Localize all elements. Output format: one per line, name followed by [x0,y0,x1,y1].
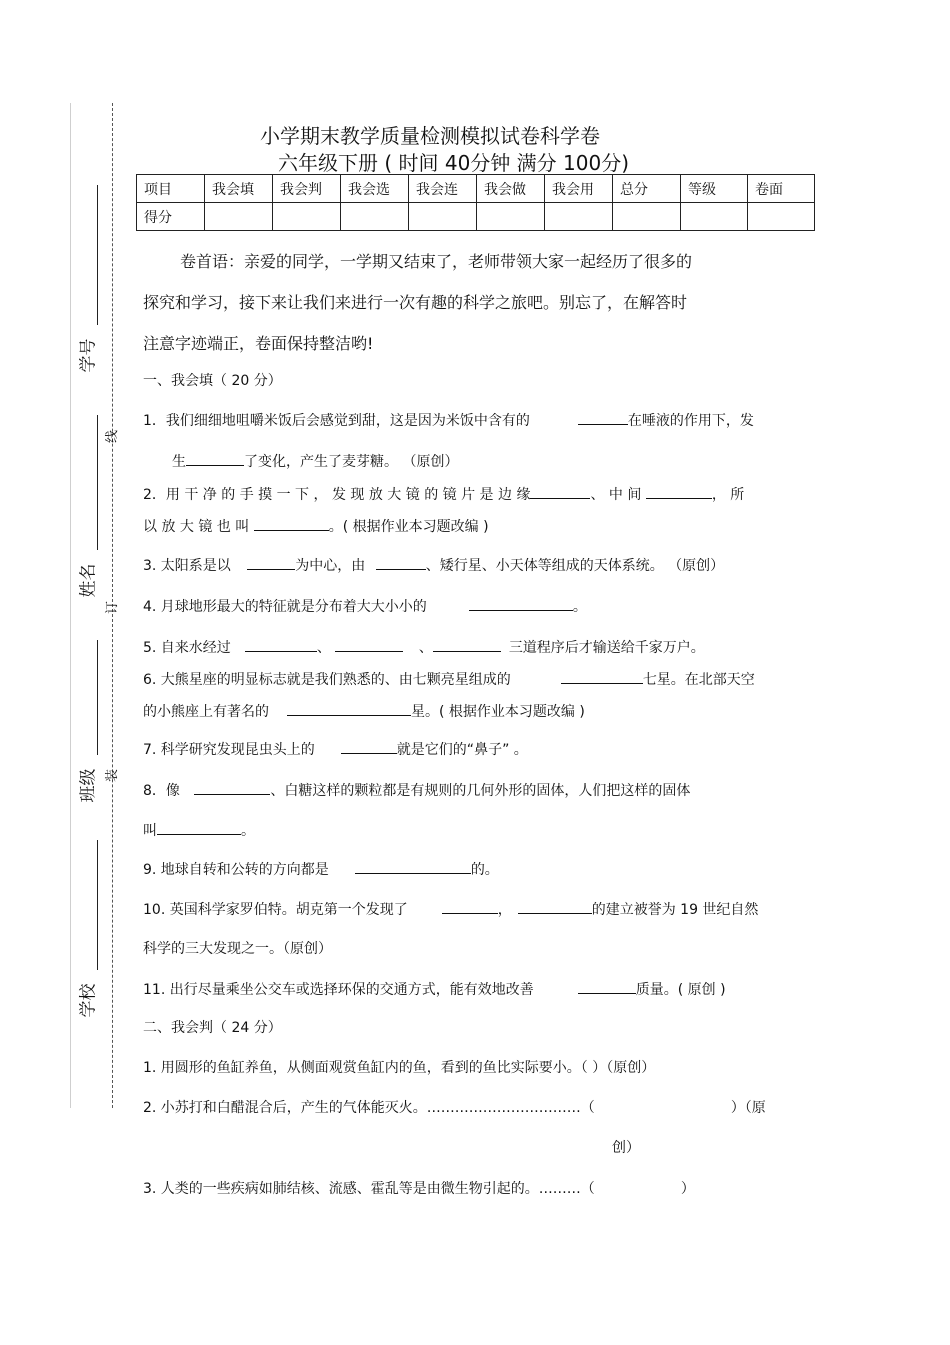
question-text: ， 所 [711,487,745,503]
score-cell[interactable] [613,203,681,231]
answer-blank[interactable] [254,516,329,531]
question-text: 在唾液的作用下，发 [627,413,754,429]
answer-blank[interactable] [194,780,270,795]
question-text: ， [497,902,512,918]
question-text: 3. 太阳系是以 [143,558,231,574]
answer-blank[interactable] [578,979,636,994]
question-text: 星。( 根据作业本习题改编 ) [411,704,585,720]
question-text: ）（原 [730,1100,766,1116]
question-text: 、 中 间 [590,487,642,503]
question-1-1-cont [172,451,458,471]
question-text: 的小熊座上有著名的 [143,704,269,720]
answer-blank[interactable] [247,555,295,570]
score-row-label: 得分 [137,203,205,231]
question-text: 9. 地球自转和公转的方向都是 [143,862,329,878]
question-text: 11. 出行尽量乘坐公交车或选择环保的交通方式，能有效地改善 [143,982,534,998]
question-2-1: 1. 用圆形的鱼缸养鱼，从侧面观赏鱼缸内的鱼，看到的鱼比实际要小。（ ）（原创） [143,1060,656,1076]
score-table-header-cell: 项目 [137,175,205,203]
answer-blank[interactable] [157,820,241,835]
class-blank [97,640,98,755]
question-text: 。 [572,599,587,615]
binding-mark-line: 线 [105,429,121,444]
question-1-10 [143,899,758,919]
school-label: 学校 [78,983,99,1018]
binding-field-class [68,640,104,810]
preface-line-1: 卷首语：亲爱的同学，一学期又结束了，老师带领大家一起经历了很多的 [180,252,693,271]
answer-blank[interactable] [376,555,426,570]
score-cell[interactable] [748,203,815,231]
question-1-4 [143,596,587,616]
score-table-header-cell: 总分 [613,175,681,203]
score-table-score-row [137,203,815,231]
question-text: 质量。( 原创 ) [635,982,726,998]
score-table-header-row [137,175,815,203]
question-2-2-cont: 创） [612,1140,640,1156]
question-text: 生 [172,454,186,470]
score-table-header-cell: 我会判 [273,175,341,203]
binding-field-student-id [68,185,104,385]
question-text: 8．像 [143,783,180,799]
question-text: 叫 [143,823,157,839]
preface-line-3: 注意字迹端正，卷面保持整洁哟! [143,334,374,353]
score-cell[interactable] [341,203,409,231]
question-1-2-cont [143,516,489,536]
question-text: 以 放 大 镜 也 叫 [143,519,250,535]
answer-blank[interactable] [442,899,498,914]
question-1-8 [143,780,690,800]
answer-blank[interactable] [341,739,397,754]
answer-blank[interactable] [561,669,643,684]
score-cell[interactable] [409,203,477,231]
score-cell[interactable] [205,203,273,231]
question-1-2 [143,484,744,504]
question-1-6 [143,669,755,689]
question-text: 4. 月球地形最大的特征就是分布着大大小小的 [143,599,427,615]
score-cell[interactable] [273,203,341,231]
binding-mark-staple: 订 [105,600,121,615]
answer-blank[interactable] [433,637,501,652]
question-text: 5. 自来水经过 [143,640,231,656]
score-table [136,174,815,231]
answer-blank[interactable] [469,596,573,611]
score-table-header-cell: 等级 [681,175,748,203]
question-text: 6. 大熊星座的明显标志就是我们熟悉的、由七颗亮星组成的 [143,672,511,688]
question-text: 。 [241,823,255,839]
question-1-11 [143,979,726,999]
score-cell[interactable] [681,203,748,231]
student-id-blank [97,185,98,325]
answer-blank[interactable] [186,451,244,466]
question-1-9 [143,859,499,879]
score-cell[interactable] [477,203,545,231]
question-text: 。( 根据作业本习题改编 ) [328,519,489,535]
question-text: 1．我们细细地咀嚼米饭后会感觉到甜，这是因为米饭中含有的 [143,413,530,429]
question-1-1 [143,410,754,430]
exam-title: 小学期末教学质量检测模拟试卷科学卷 [260,124,600,148]
score-cell[interactable] [545,203,613,231]
answer-blank[interactable] [530,484,590,499]
answer-blank[interactable] [287,701,411,716]
question-text: 就是它们的“鼻子” 。 [396,742,528,758]
answer-blank[interactable] [335,637,403,652]
preface-line-2: 探究和学习，接下来让我们来进行一次有趣的科学之旅吧。别忘了，在解答时 [143,293,688,312]
score-table-header-cell: 我会选 [341,175,409,203]
score-table-header-cell: 我会连 [409,175,477,203]
binding-mark-bind: 装 [105,768,121,783]
binding-field-school [68,840,104,1030]
answer-blank[interactable] [518,899,592,914]
school-blank [97,840,98,970]
question-2-3 [143,1180,695,1198]
binding-field-name [68,415,104,610]
question-text: 、 [316,640,331,656]
name-label: 姓名 [78,563,99,598]
answer-blank[interactable] [245,637,317,652]
score-table-header-cell: 我会做 [477,175,545,203]
question-text: 、 [418,640,433,656]
question-1-6-cont [143,701,585,721]
question-text: 10. 英国科学家罗伯特。胡克第一个发现了 [143,902,408,918]
question-text: 的建立被誉为 19 世纪自然 [591,902,759,918]
question-1-8-cont [143,820,255,840]
question-text: 七星。在北部天空 [642,672,755,688]
question-1-7 [143,739,528,759]
question-2-2 [143,1099,766,1117]
question-1-10-cont: 科学的三大发现之一。（原创） [143,941,332,957]
answer-blank[interactable] [578,410,628,425]
answer-blank[interactable] [646,484,712,499]
question-text: 三道程序后才输送给千家万户。 [508,640,705,656]
question-text: 2．用 干 净 的 手 摸 一 下 ， 发 现 放 大 镜 的 镜 片 是 边 缘 [143,487,531,503]
score-table-header-cell: 卷面 [748,175,815,203]
question-text: 、白糖这样的颗粒都是有规则的几何外形的固体，人们把这样的固体 [270,783,691,799]
question-text: ） [680,1181,695,1197]
question-text: 了变化，产生了麦芽糖。 （原创） [244,454,459,470]
section-2-title: 二、我会判（ 24 分） [143,1020,282,1036]
question-1-3 [143,555,724,575]
answer-blank[interactable] [355,859,471,874]
question-text: 的。 [470,862,499,878]
score-table-header-cell: 我会用 [545,175,613,203]
class-label: 班级 [78,768,99,803]
question-text: 为中心，由 [295,558,366,574]
score-table-header-cell: 我会填 [205,175,273,203]
section-1-title: 一、我会填（ 20 分） [143,373,282,389]
student-id-label: 学号 [78,338,99,373]
name-blank [97,415,98,550]
question-text: 2. 小苏打和白醋混合后，产生的气体能灭火。……………………………（ [143,1100,595,1116]
question-1-5 [143,637,705,657]
question-text: 3. 人类的一些疾病如肺结核、流感、霍乱等是由微生物引起的。………（ [143,1181,595,1197]
question-text: 7. 科学研究发现昆虫头上的 [143,742,315,758]
question-text: 、矮行星、小天体等组成的天体系统。 （原创） [425,558,725,574]
exam-subtitle: 六年级下册 ( 时间 40分钟 满分 100分) [278,151,630,175]
